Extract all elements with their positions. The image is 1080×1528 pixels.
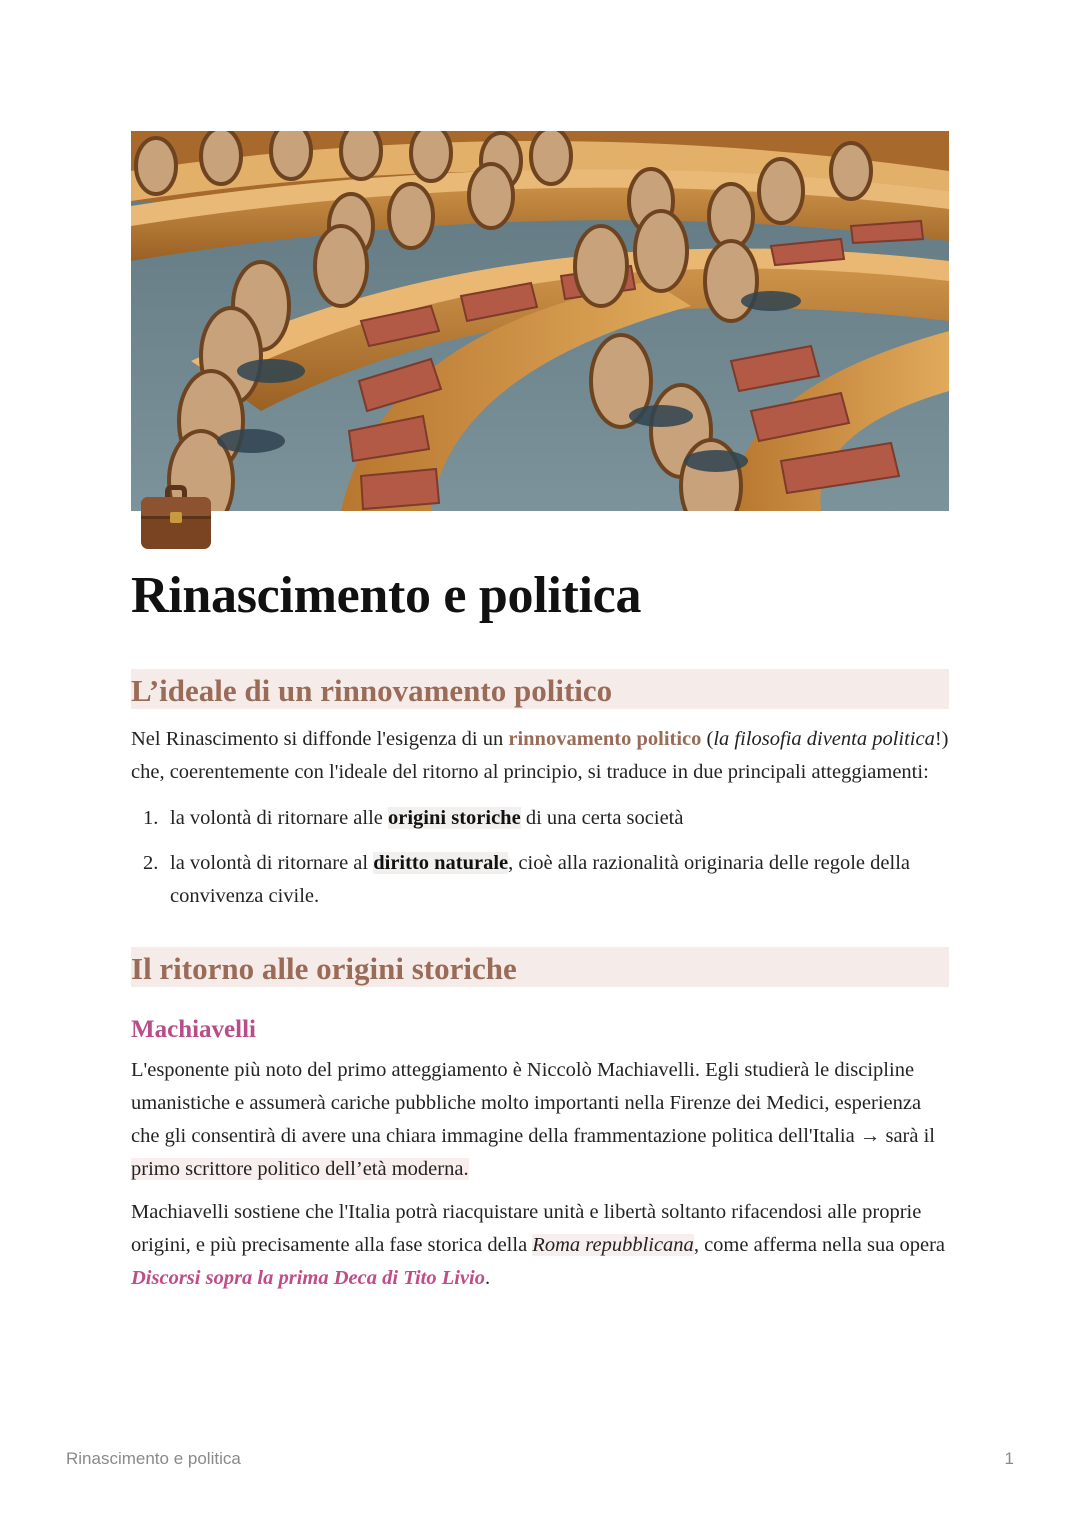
italic-text: Roma repubblicana	[532, 1234, 694, 1256]
list-number: 1.	[143, 807, 159, 829]
cover-image	[131, 131, 949, 511]
text: (	[701, 728, 714, 750]
briefcase-icon	[137, 482, 215, 552]
text: L'esponente più noto del primo atteggiamento è Niccolò Machiavelli. Egli studierà le discipline umanistiche e assumerà cariche pubbliche molto importanti nella Firenze dei Medici, esperienza che gli consentirà di avere una chiara immagine della frammentazione politica dell'Italia → sarà il	[131, 1059, 935, 1147]
text: .	[485, 1267, 491, 1289]
page-title: Rinascimento e politica	[131, 567, 642, 624]
text: !) che, coerentemente con l'ideale del ritorno al principio, si traduce in due principali atteggiamenti:	[131, 728, 949, 783]
text: di una certa società	[520, 807, 684, 829]
section-heading: Il ritorno alle origini storiche	[131, 947, 949, 987]
list-item	[131, 847, 949, 913]
page-number: 1	[1004, 1449, 1014, 1468]
subsection-heading: Machiavelli	[131, 1016, 256, 1043]
text: la volontà di ritornare alle	[170, 807, 389, 829]
document-body	[131, 669, 949, 1295]
numbered-list	[131, 802, 949, 913]
section-heading: L’ideale di un rinnovamento politico	[131, 669, 949, 709]
highlight-text: diritto naturale	[373, 852, 509, 874]
text: la volontà di ritornare al	[170, 852, 374, 874]
highlight-text: primo scrittore politico dell’età moderna.	[131, 1158, 469, 1180]
list-item	[131, 802, 949, 835]
text: , come afferma nella sua opera	[693, 1234, 945, 1256]
italic-text: la filosofia diventa politica	[713, 728, 935, 750]
highlight-text: origini storiche	[388, 807, 521, 829]
footer-title: Rinascimento e politica	[66, 1449, 241, 1468]
book-title: Discorsi sopra la prima Deca di Tito Livio	[131, 1267, 485, 1289]
text: , cioè alla razionalità originaria delle regole della convivenza civile.	[170, 852, 910, 907]
text: Machiavelli sostiene che l'Italia potrà riacquistare unità e libertà soltanto rifacendosi alle proprie origini, e più precisamente alla fase storica della	[131, 1201, 922, 1256]
paragraph	[131, 1196, 949, 1295]
paragraph	[131, 723, 949, 789]
list-number: 2.	[143, 852, 159, 874]
highlight-text: rinnovamento politico	[508, 728, 702, 750]
text: Nel Rinascimento si diffonde l'esigenza di un	[131, 728, 509, 750]
parliament-chamber-image	[131, 131, 949, 511]
paragraph	[131, 1054, 949, 1186]
